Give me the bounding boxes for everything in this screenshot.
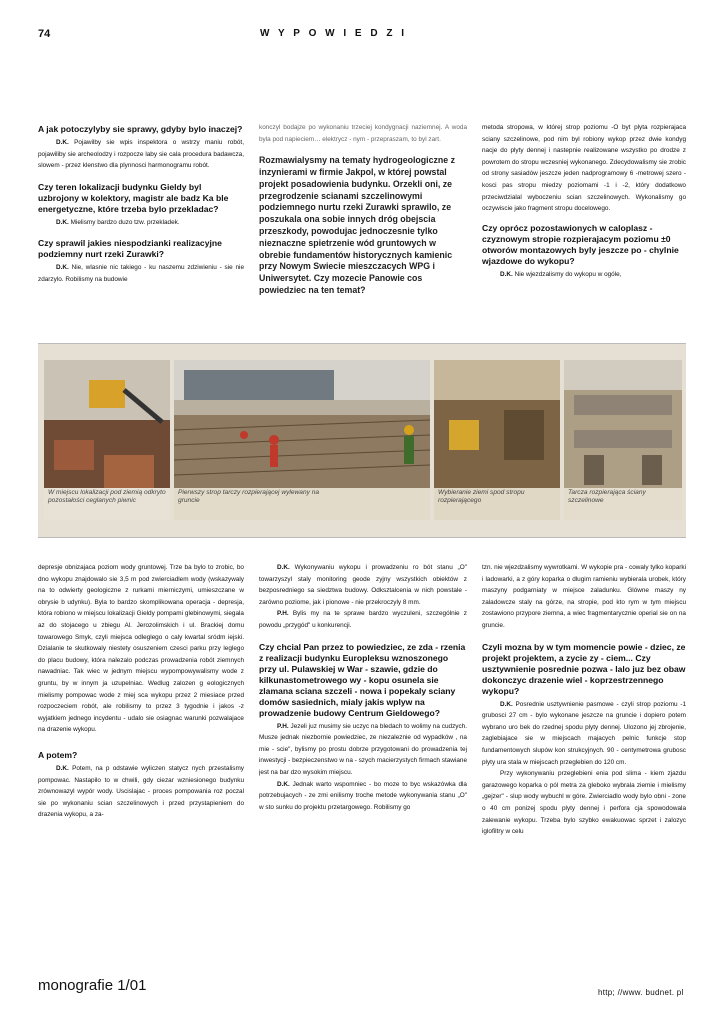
top-column-1 <box>38 118 244 318</box>
website-url: http; //www. budnet. pl <box>598 988 684 997</box>
photo-strip <box>38 343 686 538</box>
answer-text: Nie wjezdzalismy do wykopu w ogóle, <box>514 270 622 278</box>
speaker-initials: D.K. <box>277 780 290 788</box>
body-text: depresje obnizajaca poziom wody gruntowej. Trze ba bylo to zrobic, bo dno wykopu znajdowalo sie 3,5 m pod zwierciadlem wody (wskazywaly na to odwierty geologiczne z rurkami mierniczymi, umieszczane w obrysie b udynku). Byla to bardzo skomplikowana operacja - depresja, która robiono w miejscu lokalizacji Gieldy pompami glebinowymi, siegala az do stojacego u zbiegu Al. Jerozolimskich i ul. Brackiej domu towarowego Smyk, czyli miejsca odleglego o caly kwartal sródm iejski. Dzialanie te skutkowaly niestety osuszeniem czesci parku przy leglego do placu budowy, która nalezalo podczas prowadzenia robót ziemnych nawadniac. Tak wiec w jednym miejscu wypompowywalismy wode z gruntu, by w innym ja uzupelniac. Wedlug zalozen g eologicznych mielismy pompowac wode z miej sca wykopu przez 2 miesiace przed rozpoczeciem robót, ale robilismy to przez 3 tygodnie i jakos -z wyjatkiem jednego incydentu - udalo sie osiagnac warunki pozwalajace na drazenie wykopu. <box>38 564 244 734</box>
body-text: tzn. nie wjezdzalismy wywrotkami. W wykopie pra - cowaly tylko koparki i ladowarki, a z góry koparka o dlugim ramieniu wybierala urobek, który maszyny podgarniaty w miejsce zaladunku. Glówne maszy ny zaladowcze staly na górze, na stropie, pod kto rym w tym miejscu zostawiono przypore ziemna, a wiec fragmentarycznie operial sie on na gruncie. <box>482 564 686 629</box>
top-column-3 <box>482 122 686 332</box>
question-heading: Czy teren lokalizacji budynku Gieldy byl uzbrojony w kolektory, magistr ale badz Ka ble energetyczne, które trzeba bylo przekladac? <box>38 181 229 214</box>
body-text: konczyl bodajze po wykonaniu trzeciej kondygnacji naziemnej. A woda byla pod napieciem… elektrycz - nym - przepraszam, to byl zart. <box>259 124 467 143</box>
speaker-initials: D.K. <box>500 700 513 708</box>
answer-text: Pojawilby sie wpis inspektora o wstrzy maniu robót, pojawiliby sie archeolodzy i rozpocze laby sie cala procedura badawcza, slowem - przez klenstwo dla plynnosci harmonogramu robót. <box>38 139 244 170</box>
speaker-initials: D.K. <box>56 264 69 272</box>
photo-caption: Pierwszy strop tarczy rozpierającej wylewany na gruncie <box>178 489 320 504</box>
answer-text: Bylis my na te sprawe bardzo wyczuleni, szczególnie z powodu „przygód" u konkurencji. <box>259 610 467 629</box>
question-heading: Czy oprócz pozostawionych w caloplasz - czyznowym stropie rozpierajacym poziomu ±0 otworów montazowych byly jeszcze po - chylnie wjazdowe do wykopu? <box>482 222 679 266</box>
speaker-initials: D.K. <box>500 270 513 278</box>
answer-text: Nie, wlasnie nic takiego - ku naszemu zdziwieniu - sie nie zdarzylo. Robilismy na budowie <box>38 264 244 283</box>
interviewer-question: Rozmawialysmy na tematy hydrogeologiczne z inzynierami w firmie Jakpol, w której powstal projekt posadowienia budynku. Orzekli oni, ze przegrodzenie scianami szczelinowymi podziemnego nurtu rzeki Zurawki sprawilo, ze poszukala ona sobie innych dróg obejscia przeszkody, powodujac jednoczesnie tylko nieznaczne spietrzenie wód gruntowych w obrebie fundamentów historycznych kamienic przy Nowym Swiecie mieszczacych WPG i Uniwersytet. Czy mozecie Panowie cos powiedziec na ten temat? <box>259 155 456 295</box>
photo-caption: Tarcza rozpierająca ściany szczelinowe <box>568 489 646 504</box>
question-heading: A jak potoczylyby sie sprawy, gdyby bylo inaczej? <box>38 124 243 134</box>
question-heading: Czy chcial Pan przez to powiedziec, ze zda - rzenia z realizacji budynku Europleksu wznoszonego przy ul. Pulawskiej w War - szawie, gdzie do kilkunastometrowego wy - kopu osunela sie zlamana sciana szczeli - nowa i popekaly sciany domów sasiednich, mialy jakis wplyw na prowadzenie budowy Centrum Gieldowego? <box>259 641 466 718</box>
answer-text: Przy wykonywaniu przeglebieni enia pod slima - kiem zjazdu garazowego koparka o pól metra za gleboko wybrala ziemie i mielismy „gejzer" - slup wody wybuchl w góre. Zwierciadlo wody bylo obni - zone o 40 cm ponizej spodu plyty dennej i perfora cja spowodowala zalewanie wykopu. Trzeba bylo szybko ewakuowac sprzet i zalozyc iglofiltry w celu <box>482 770 686 836</box>
question-heading: Czy sprawil jakies niespodzianki realizacyjne podziemny nurt rzeki Zurawki? <box>38 238 222 260</box>
answer-text: Wykonywaniu wykopu i prowadzeniu ro bót stanu „O" towarzyszyl staly monitoring geode zyjny wszystkich obiektów z bezposredniego sa siedztwa budowy. Odksztalcenia w nich powstale -zarówno poziome, jak i pionowe - nie przekroczyly 8 mm. <box>259 564 467 606</box>
page-number: 74 <box>38 28 51 40</box>
speaker-initials: D.K. <box>277 564 290 571</box>
bottom-column-3 <box>482 562 686 922</box>
speaker-initials: P.H. <box>277 610 289 618</box>
body-text: metoda stropowa, w której strop poziomu -O byt plyta rozpierajaca sciany szczelinowe, pod nim byl robiony wykop przez dwie kondyg nacje do plyty dennej i nastepnie realizowane wszystko po drodze z powrotem do stropu wczesniej wykonanego. Zdecydowalismy sie zrobic od strony sasiadów jeszcze jeden nadprogramowy 6 -metrowej szero - kosci pas stropu miedzy poziomami -1 i -2, który dodatkowo przeciwdzialal wyboczeniu scian szczelinowych. Wykonalismy go oczywiscie jako fragment stropu docelowego. <box>482 124 686 213</box>
question-heading: A potem? <box>38 749 78 760</box>
bottom-column-2 <box>259 562 467 922</box>
speaker-initials: D.K. <box>56 139 69 146</box>
magazine-footer: monografie 1/01 <box>38 977 147 994</box>
answer-text: Posrednie usztywnienie pasmowe - czyli strop poziomu -1 grubosci 27 cm - bylo wykonane jeszcze na gruncie i dopiero potem wybrano uro bek do rzednej spodu plyty dennej. Ulozono jej zbrojenie, zaglebiajace sie w miejscach majacych pelnic funkcje stop fundamentowych slupów kon strukcyjnych. 90 - centymetrowa grubosc plyty ura stala w miejscach przeglebien do 120 cm. <box>482 700 686 766</box>
section-title: W Y P O W I E D Z I <box>260 28 408 39</box>
question-heading: Czyli mozna by w tym momencie powie - dziec, ze projekt projektem, a zycie zy - ciem... Czy usztywnienie posrednie pozwa - lalo juz bez obaw dokonczyc drazenie wiel - koprzestrzennego wykopu? <box>482 641 686 696</box>
answer-text: Potem, na p odstawie wyliczen statycz nych przestalismy pompowac. Nastapilo to w chwili, gdy ciezar wzniesionego budynku zrównowazyl wypór wody. Uscislajac - proces pompowania roz poczal sie po wykonaniu scian szczelinowych i przed przystapieniem do drazenia wykopu, a za- <box>38 764 244 819</box>
speaker-initials: D.K. <box>56 218 69 226</box>
photo-caption: Wybieranie ziemi spod stropu rozpierającego <box>438 489 525 504</box>
top-column-2 <box>259 122 467 332</box>
answer-text: Jednak warto wspomniec - bo moze to byc wskazówka dla potrzebujacych - ze zmi enilismy troche metode wykonywania stanu „O" w sto sunku do projektu przetargowego. Robilismy go <box>259 780 467 811</box>
speaker-initials: D.K. <box>56 764 69 772</box>
photo-caption: W miejscu lokalizacji pod ziemią odkryto pozostałości ceglanych piwnic <box>48 489 166 504</box>
answer-text: Mielismy bardzo duzo tzw. przekladek. <box>70 218 180 226</box>
bottom-column-1 <box>38 562 244 922</box>
speaker-initials: P.H. <box>277 722 289 730</box>
answer-text: Jezeli juz musimy sie uczyc na bledach to wolimy na cudzych. Musze jednak niezbornie powiedziec, ze niezaleznie od wypadków , na mie - scie", bylismy po prostu dobrze przygotowani do prowadzenia tej inwestycji - bezpieczenstwo w na - szych macierzystych firmach stawiane jest na bar dzo wysokim miejscu. <box>259 722 467 776</box>
